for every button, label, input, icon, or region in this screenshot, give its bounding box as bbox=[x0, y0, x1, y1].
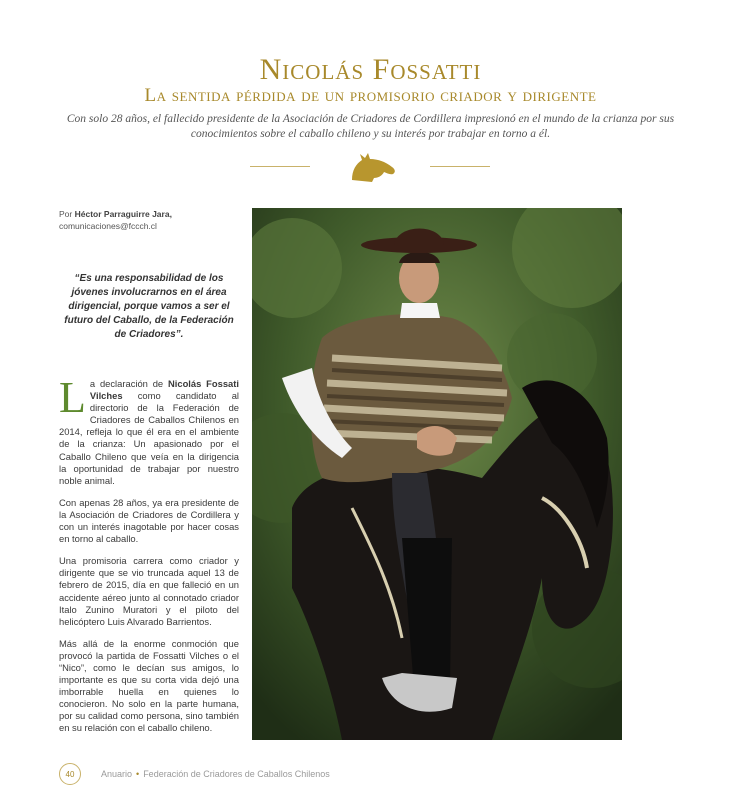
paragraph-4: Más allá de la enorme conmoción que provocó la partida de Fossatti Vilches o el “Nico”, como le decían sus amigos, lo importante es que su corta vida dejó una imborrable huella en quienes lo conocieron. No solo en la parte humana, por su calidad como persona, sino también en su relación con el caballo chileno. bbox=[59, 637, 239, 734]
article-body bbox=[59, 373, 239, 745]
byline bbox=[59, 208, 239, 232]
page-footer bbox=[59, 763, 330, 785]
article-intro: Con solo 28 años, el fallecido presidente de la Asociación de Criadores de Cordillera impresionó en el mundo de la crianza por sus conocimientos sobre el caballo chileno y su interés por trabajar en torno a él. bbox=[66, 113, 675, 140]
pull-quote: “Es una responsabilidad de los jóvenes involucrarnos en el área dirigencial, porque vamos a ser el futuro del Caballo, de la Federación de Criadores”. bbox=[64, 273, 234, 340]
byline-email[interactable]: comunicaciones@fccch.cl bbox=[59, 221, 157, 231]
rider-horse-photo bbox=[252, 208, 622, 740]
footer-publication: Anuario bbox=[101, 769, 133, 779]
article-title: Nicolás Fossatti bbox=[259, 53, 482, 86]
divider-line-right bbox=[430, 166, 490, 167]
footer-separator: • bbox=[136, 769, 140, 779]
paragraph-3: Una promisoria carrera como criador y dirigente que se vio truncada aquel 13 de febrero de 2015, día en que falleció en un accidente aéreo junto al connotado criador Italo Zunino Muratori y el piloto del helicóptero Luis Alvarado Barrientos. bbox=[59, 555, 239, 627]
paragraph-1-text-b: como candidato al directorio de la Federación de Criadores de Caballos Chilenos en 2014, refleja lo que él era en el ambiente de la crianza: Un apasionado por el Caballo Chileno que veía en la dirigencia la oportunidad de trabajar por nuestro noble animal. bbox=[59, 390, 239, 486]
byline-prefix: Por bbox=[59, 209, 73, 219]
paragraph-2: Con apenas 28 años, ya era presidente de la Asociación de Criadores de Cordillera y con un interés inagotable por hacer cosas en torno al caballo. bbox=[59, 496, 239, 545]
paragraph-1-text-a: a declaración de bbox=[89, 378, 168, 389]
article-subtitle: La sentida pérdida de un promisorio criador y dirigente bbox=[144, 85, 597, 106]
paragraph-1-name: Nicolás Fossati Vilches bbox=[89, 378, 239, 402]
page-number-badge: 40 bbox=[59, 763, 81, 785]
ornamental-divider bbox=[250, 148, 490, 184]
divider-line-left bbox=[250, 166, 310, 167]
footer-organization: Federación de Criadores de Caballos Chilenos bbox=[143, 769, 330, 779]
horse-head-icon bbox=[332, 150, 408, 184]
byline-author: Héctor Parraguirre Jara, bbox=[74, 209, 172, 219]
drop-cap: L bbox=[59, 373, 86, 422]
paragraph-1 bbox=[59, 373, 239, 487]
